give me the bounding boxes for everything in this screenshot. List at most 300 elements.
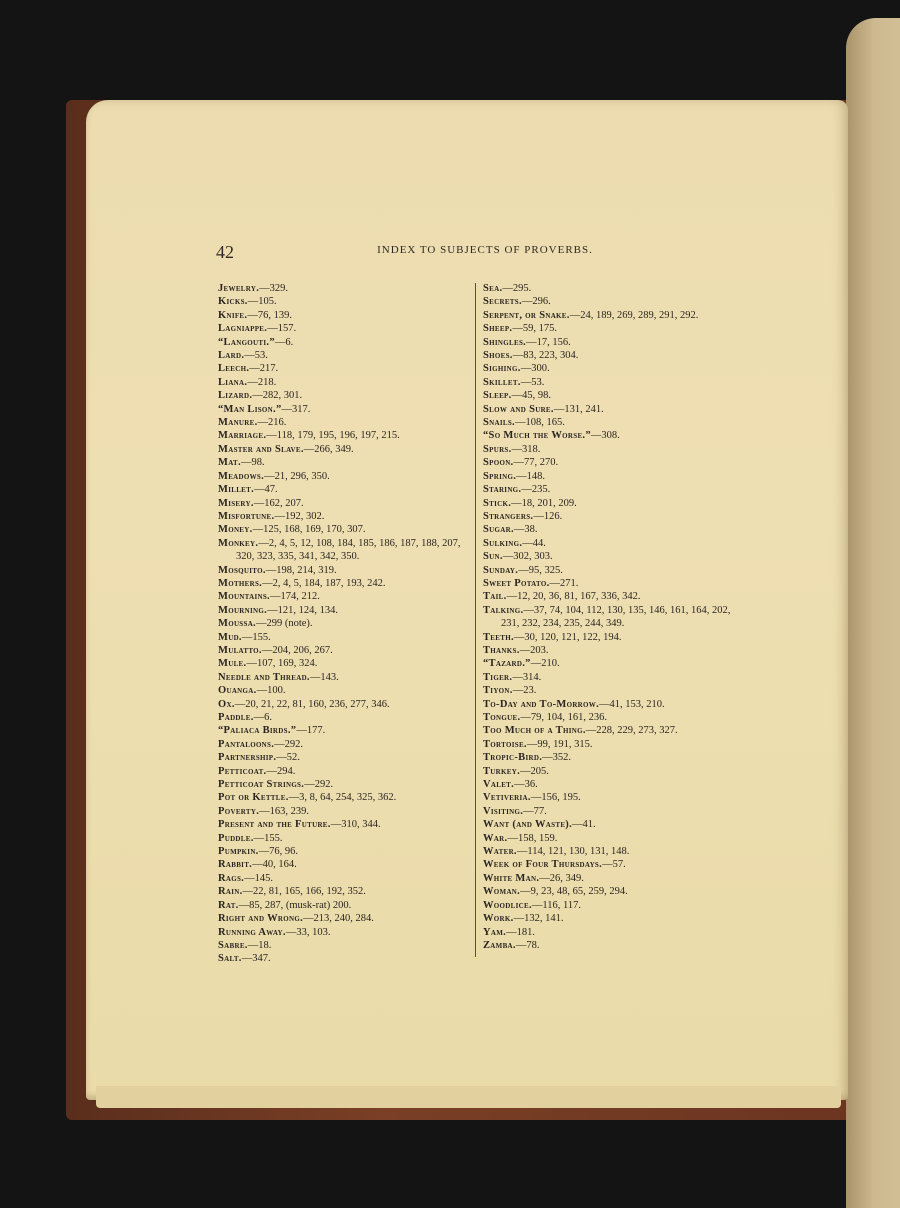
index-page-refs: —198, 214, 319. bbox=[265, 564, 337, 576]
index-entry bbox=[483, 483, 748, 496]
index-entry bbox=[218, 899, 468, 912]
index-page-refs: —294. bbox=[266, 765, 296, 777]
index-entry bbox=[483, 939, 748, 952]
index-entry bbox=[483, 698, 748, 711]
index-entry bbox=[218, 389, 468, 402]
index-entry bbox=[218, 885, 468, 898]
index-term: Water. bbox=[483, 846, 517, 858]
index-term: Sleep. bbox=[483, 390, 512, 402]
index-page-refs: —155. bbox=[253, 832, 283, 844]
index-entry bbox=[218, 349, 468, 362]
index-entry bbox=[483, 858, 748, 871]
index-page-refs: —108, 165. bbox=[514, 417, 565, 429]
index-entry bbox=[218, 510, 468, 523]
index-term: Shingles. bbox=[483, 336, 527, 348]
index-entry bbox=[218, 684, 468, 697]
index-entry bbox=[218, 858, 468, 871]
index-term: “So Much the Worse.” bbox=[483, 430, 591, 442]
index-page-refs: —9, 23, 48, 65, 259, 294. bbox=[520, 886, 628, 898]
index-entry bbox=[218, 604, 468, 617]
index-entry bbox=[218, 577, 468, 590]
index-page-refs: —2, 4, 5, 12, 108, 184, 185, 186, 187, 188, 207, 320, 323, 335, 341, 342, 350. bbox=[236, 537, 461, 563]
index-entry bbox=[218, 671, 468, 684]
index-term: Lizard. bbox=[218, 390, 253, 402]
index-entry bbox=[483, 912, 748, 925]
index-term: Running Away. bbox=[218, 926, 286, 938]
index-term: Poverty. bbox=[218, 805, 260, 817]
index-entry bbox=[483, 791, 748, 804]
index-entry bbox=[218, 631, 468, 644]
index-entry bbox=[218, 872, 468, 885]
index-entry bbox=[483, 416, 748, 429]
index-page-refs: —44. bbox=[522, 537, 546, 549]
index-page-refs: —41. bbox=[572, 819, 596, 831]
index-term: Misfortune. bbox=[218, 510, 275, 522]
index-term: Sabre. bbox=[218, 939, 248, 951]
index-page-refs: —114, 121, 130, 131, 148. bbox=[516, 846, 630, 858]
index-page-refs: —38. bbox=[513, 524, 538, 536]
index-page-refs: —155. bbox=[241, 631, 271, 643]
index-term: Marriage. bbox=[218, 430, 267, 442]
index-term: Sweet Potato. bbox=[483, 577, 550, 589]
index-term: Talking. bbox=[483, 604, 524, 616]
index-page-refs: —310, 344. bbox=[330, 819, 381, 831]
index-entry bbox=[218, 644, 468, 657]
index-page-refs: —77. bbox=[523, 805, 547, 817]
index-term: Want (and Waste). bbox=[483, 819, 573, 831]
index-term: Staring. bbox=[483, 484, 522, 496]
index-page-refs: —20, 21, 22, 81, 160, 236, 277, 346. bbox=[234, 698, 390, 710]
index-entry bbox=[483, 456, 748, 469]
index-term: Manure. bbox=[218, 417, 258, 429]
index-entry bbox=[483, 805, 748, 818]
index-page-refs: —121, 124, 134. bbox=[267, 604, 338, 616]
index-term: To-Day and To-Morrow. bbox=[483, 698, 600, 710]
index-term: Mourning. bbox=[218, 604, 268, 616]
index-entry bbox=[218, 818, 468, 831]
index-page-refs: —85, 287, (musk-rat) 200. bbox=[238, 899, 352, 911]
index-entry bbox=[483, 550, 748, 563]
index-term: Right and Wrong. bbox=[218, 913, 304, 925]
index-term: Tiger. bbox=[483, 671, 513, 683]
index-page-refs: —79, 104, 161, 236. bbox=[520, 712, 608, 723]
index-term: Mosquito. bbox=[218, 564, 266, 576]
index-term: Liana. bbox=[218, 376, 248, 388]
index-term: Lard. bbox=[218, 350, 245, 362]
index-term: Needle and Thread. bbox=[218, 671, 310, 683]
index-entry bbox=[483, 872, 748, 885]
index-page-refs: —17, 156. bbox=[526, 336, 571, 348]
index-entry bbox=[483, 564, 748, 577]
index-page-refs: —158, 159. bbox=[507, 832, 558, 844]
index-page-refs: —126. bbox=[533, 510, 563, 522]
index-page-refs: —57. bbox=[602, 859, 626, 871]
index-entry bbox=[218, 295, 468, 308]
index-entry bbox=[218, 564, 468, 577]
index-page-refs: —131, 241. bbox=[553, 403, 604, 415]
facing-page-edge bbox=[846, 18, 900, 1208]
index-term: Pot or Kettle. bbox=[218, 792, 289, 804]
index-page-refs: —347. bbox=[241, 953, 271, 965]
index-entry bbox=[483, 336, 748, 349]
index-term: Mule. bbox=[218, 658, 247, 670]
index-entry bbox=[218, 939, 468, 952]
index-page-refs: —192, 302. bbox=[274, 510, 325, 522]
index-entry bbox=[218, 617, 468, 630]
index-entry bbox=[483, 590, 748, 603]
index-entry bbox=[483, 362, 748, 375]
index-page-refs: —30, 120, 121, 122, 194. bbox=[513, 631, 622, 643]
index-term: Sun. bbox=[483, 551, 503, 563]
running-head: INDEX TO SUBJECTS OF PROVERBS. bbox=[377, 244, 593, 256]
index-page-refs: —78. bbox=[515, 939, 540, 951]
index-page-refs: —174, 212. bbox=[269, 591, 320, 603]
index-entry bbox=[483, 403, 748, 416]
index-page-refs: —292. bbox=[304, 779, 334, 791]
index-entry bbox=[218, 805, 468, 818]
index-entry bbox=[218, 523, 468, 536]
index-term: Pumpkin. bbox=[218, 846, 259, 858]
index-term: Sugar. bbox=[483, 524, 514, 536]
index-entry bbox=[218, 403, 468, 416]
index-page-refs: —132, 141. bbox=[513, 913, 564, 925]
index-page-refs: —36. bbox=[514, 779, 538, 791]
index-entry bbox=[218, 711, 468, 724]
index-term: Zamba. bbox=[483, 939, 516, 951]
index-term: Vetiveria. bbox=[483, 792, 531, 804]
index-entry bbox=[218, 416, 468, 429]
index-page-refs: —99, 191, 315. bbox=[526, 738, 593, 750]
index-entry bbox=[483, 671, 748, 684]
index-term: Yam. bbox=[483, 926, 507, 938]
index-term: Ouanga. bbox=[218, 685, 257, 697]
index-term: Monkey. bbox=[218, 537, 259, 549]
index-entry bbox=[218, 483, 468, 496]
index-entry bbox=[483, 429, 748, 442]
index-page-refs: —100. bbox=[256, 685, 286, 697]
index-term: Visiting. bbox=[483, 805, 524, 817]
index-entry bbox=[218, 429, 468, 442]
index-term: Valet. bbox=[483, 779, 515, 791]
index-entry bbox=[218, 845, 468, 858]
index-page-refs: —282, 301. bbox=[252, 390, 303, 402]
index-term: Money. bbox=[218, 524, 253, 536]
index-entry bbox=[218, 537, 468, 564]
index-page-refs: —26, 349. bbox=[539, 872, 584, 884]
index-entry bbox=[483, 926, 748, 939]
index-page-refs: —6. bbox=[253, 712, 273, 723]
index-entry bbox=[483, 470, 748, 483]
index-term: “Paliaca Birds.” bbox=[218, 725, 297, 737]
index-entry bbox=[218, 590, 468, 603]
index-page-refs: —271. bbox=[549, 577, 579, 589]
index-page-refs: —204, 206, 267. bbox=[261, 644, 333, 656]
index-page-refs: —148. bbox=[516, 470, 545, 482]
index-entry bbox=[483, 845, 748, 858]
index-term: Slow and Sure. bbox=[483, 403, 554, 415]
index-page-refs: —352. bbox=[542, 752, 571, 764]
index-term: Rabbit. bbox=[218, 859, 253, 871]
index-column-right bbox=[483, 282, 748, 952]
index-entry bbox=[483, 738, 748, 751]
index-term: Woodlice. bbox=[483, 899, 532, 911]
index-term: “Man Lison.” bbox=[218, 403, 282, 415]
index-page-refs: —205. bbox=[520, 765, 549, 777]
index-term: Tongue. bbox=[483, 712, 521, 723]
index-term: Ox. bbox=[218, 698, 235, 710]
index-entry bbox=[218, 952, 468, 965]
index-term: Petticoat Strings. bbox=[218, 779, 305, 791]
index-term: Present and the Future. bbox=[218, 819, 331, 831]
index-entry bbox=[483, 443, 748, 456]
index-page-refs: —292. bbox=[274, 738, 304, 750]
index-page-refs: —105. bbox=[247, 296, 277, 308]
index-term: Jewelry. bbox=[218, 283, 260, 294]
index-page-refs: —216. bbox=[257, 417, 287, 429]
index-page-refs: —76, 96. bbox=[258, 846, 298, 858]
index-column-left bbox=[218, 282, 468, 966]
index-term: Skillet. bbox=[483, 376, 521, 388]
index-entry bbox=[483, 765, 748, 778]
index-term: Tortoise. bbox=[483, 738, 527, 750]
index-entry bbox=[218, 791, 468, 804]
index-term: Mountains. bbox=[218, 591, 270, 603]
index-term: Spurs. bbox=[483, 443, 512, 455]
index-entry bbox=[483, 523, 748, 536]
index-entry bbox=[218, 443, 468, 456]
index-entry bbox=[483, 832, 748, 845]
index-page-refs: —118, 179, 195, 196, 197, 215. bbox=[266, 430, 400, 442]
index-page-refs: —314. bbox=[512, 671, 542, 683]
index-term: Sheep. bbox=[483, 323, 513, 335]
index-entry bbox=[218, 926, 468, 939]
index-entry bbox=[218, 497, 468, 510]
index-page-refs: —53. bbox=[244, 350, 268, 362]
index-page-refs: —318. bbox=[511, 443, 541, 455]
index-term: Shoes. bbox=[483, 350, 513, 362]
index-entry bbox=[218, 832, 468, 845]
index-term: Stick. bbox=[483, 497, 512, 509]
index-term: Meadows. bbox=[218, 470, 265, 482]
index-term: Week of Four Thursdays. bbox=[483, 859, 603, 871]
page-number: 42 bbox=[216, 242, 234, 262]
index-term: Rags. bbox=[218, 872, 245, 884]
index-term: Salt. bbox=[218, 953, 242, 965]
index-page-refs: —18. bbox=[247, 939, 272, 951]
index-page-refs: —53. bbox=[520, 376, 545, 388]
index-entry bbox=[483, 631, 748, 644]
index-term: Paddle. bbox=[218, 712, 254, 723]
index-page-refs: —143. bbox=[309, 671, 339, 683]
index-page-refs: —302, 303. bbox=[502, 551, 553, 563]
index-entry bbox=[483, 322, 748, 335]
index-term: Snails. bbox=[483, 417, 515, 429]
index-page-refs: —18, 201, 209. bbox=[511, 497, 577, 509]
index-page-refs: —76, 139. bbox=[247, 309, 292, 321]
index-page-refs: —22, 81, 165, 166, 192, 352. bbox=[242, 886, 366, 898]
index-page-refs: —299 (note). bbox=[255, 618, 313, 630]
index-page-refs: —107, 169, 324. bbox=[246, 658, 318, 670]
index-page-refs: —308. bbox=[590, 430, 620, 442]
index-page-refs: —235. bbox=[521, 484, 551, 496]
index-page-refs: —228, 229, 273, 327. bbox=[585, 725, 678, 737]
index-page-refs: —145. bbox=[244, 872, 273, 884]
index-entry bbox=[483, 510, 748, 523]
index-entry bbox=[218, 724, 468, 737]
index-entry bbox=[483, 349, 748, 362]
index-entry bbox=[483, 684, 748, 697]
index-entry bbox=[483, 537, 748, 550]
column-divider bbox=[475, 283, 476, 957]
index-term: Petticoat. bbox=[218, 765, 267, 777]
index-page-refs: —181. bbox=[506, 926, 535, 938]
index-entry bbox=[218, 751, 468, 764]
index-term: Woman. bbox=[483, 886, 521, 898]
index-entry bbox=[218, 456, 468, 469]
index-page-refs: —52. bbox=[276, 752, 300, 764]
index-page-refs: —3, 8, 64, 254, 325, 362. bbox=[288, 792, 397, 804]
index-entry bbox=[218, 657, 468, 670]
index-page-refs: —23. bbox=[512, 685, 537, 697]
index-term: Sunday. bbox=[483, 564, 519, 576]
index-page-refs: —41, 153, 210. bbox=[599, 698, 665, 710]
index-entry bbox=[483, 724, 748, 737]
index-page-refs: —47. bbox=[254, 484, 278, 496]
index-entry bbox=[483, 711, 748, 724]
index-entry bbox=[218, 362, 468, 375]
index-page-refs: —317. bbox=[281, 403, 311, 415]
page-bottom-edge bbox=[96, 1086, 841, 1108]
index-page-refs: —157. bbox=[267, 323, 297, 335]
index-page-refs: —295. bbox=[502, 283, 532, 294]
index-page-refs: —116, 117. bbox=[531, 899, 581, 911]
index-term: Spring. bbox=[483, 470, 517, 482]
index-page-refs: —125, 168, 169, 170, 307. bbox=[252, 524, 366, 536]
index-term: Lagniappe. bbox=[218, 323, 268, 335]
index-term: Kicks. bbox=[218, 296, 248, 308]
index-entry bbox=[483, 899, 748, 912]
index-page-refs: —77, 270. bbox=[513, 457, 559, 469]
index-page-refs: —37, 74, 104, 112, 130, 135, 146, 161, 164, 202, 231, 232, 234, 235, 244, 349. bbox=[501, 604, 731, 630]
index-term: Rain. bbox=[218, 886, 243, 898]
index-entry bbox=[218, 778, 468, 791]
index-term: Tiyon. bbox=[483, 685, 513, 697]
index-page-refs: —203. bbox=[519, 644, 549, 656]
index-entry bbox=[218, 376, 468, 389]
index-term: Tropic-Bird. bbox=[483, 752, 543, 764]
index-entry bbox=[483, 778, 748, 791]
index-page-refs: —40, 164. bbox=[252, 859, 297, 871]
index-term: War. bbox=[483, 832, 508, 844]
index-term: Work. bbox=[483, 913, 514, 925]
index-page-refs: —83, 223, 304. bbox=[512, 350, 579, 362]
index-page-refs: —59, 175. bbox=[512, 323, 557, 335]
index-term: Partnership. bbox=[218, 752, 277, 764]
index-term: White Man. bbox=[483, 872, 540, 884]
index-term: Puddle. bbox=[218, 832, 254, 844]
index-page-refs: —21, 296, 350. bbox=[264, 470, 330, 482]
index-entry bbox=[218, 698, 468, 711]
index-term: Mothers. bbox=[218, 577, 263, 589]
index-term: Spoon. bbox=[483, 457, 514, 469]
index-term: “Langouti.” bbox=[218, 336, 275, 348]
index-entry bbox=[483, 604, 748, 631]
index-term: Master and Slave. bbox=[218, 443, 304, 455]
index-page-refs: —266, 349. bbox=[303, 443, 354, 455]
index-term: Pantaloons. bbox=[218, 738, 275, 750]
index-entry bbox=[483, 389, 748, 402]
index-term: Strangers. bbox=[483, 510, 534, 522]
index-term: Mat. bbox=[218, 457, 241, 469]
index-term: Sulking. bbox=[483, 537, 523, 549]
index-page-refs: —329. bbox=[259, 283, 289, 294]
index-entry bbox=[218, 336, 468, 349]
index-entry bbox=[218, 322, 468, 335]
index-page-refs: —98. bbox=[240, 457, 265, 469]
index-entry bbox=[483, 376, 748, 389]
index-page-refs: —177. bbox=[296, 725, 326, 737]
index-page-refs: —45, 98. bbox=[511, 390, 551, 402]
index-term: Thanks. bbox=[483, 644, 520, 656]
index-entry bbox=[483, 644, 748, 657]
index-page-refs: —12, 20, 36, 81, 167, 336, 342. bbox=[506, 591, 641, 603]
index-page-refs: —24, 189, 269, 289, 291, 292. bbox=[569, 309, 699, 321]
index-entry bbox=[483, 309, 748, 322]
index-entry bbox=[218, 765, 468, 778]
index-entry bbox=[218, 470, 468, 483]
index-term: Mud. bbox=[218, 631, 242, 643]
index-entry bbox=[483, 577, 748, 590]
index-entry bbox=[218, 282, 468, 295]
index-entry bbox=[483, 885, 748, 898]
index-term: Knife. bbox=[218, 309, 248, 321]
index-page-refs: —156, 195. bbox=[530, 792, 581, 804]
index-term: Tail. bbox=[483, 591, 507, 603]
index-entry bbox=[218, 309, 468, 322]
index-term: Turkey. bbox=[483, 765, 521, 777]
index-term: Too Much of a Thing. bbox=[483, 725, 586, 737]
index-page-refs: —300. bbox=[520, 363, 550, 375]
index-term: Serpent, or Snake. bbox=[483, 309, 570, 321]
index-term: Sighing. bbox=[483, 363, 521, 375]
index-term: Mulatto. bbox=[218, 644, 262, 656]
index-term: Leech. bbox=[218, 363, 250, 375]
index-page-refs: —296. bbox=[521, 296, 551, 308]
index-entry bbox=[483, 818, 748, 831]
index-page-refs: —218. bbox=[247, 376, 277, 388]
index-page-refs: —163, 239. bbox=[259, 805, 310, 817]
index-page-refs: —2, 4, 5, 184, 187, 193, 242. bbox=[262, 577, 386, 589]
index-entry bbox=[483, 497, 748, 510]
index-page-refs: —162, 207. bbox=[253, 497, 304, 509]
index-page-refs: —33, 103. bbox=[285, 926, 331, 938]
index-term: Millet. bbox=[218, 484, 255, 496]
index-term: Secrets. bbox=[483, 296, 522, 308]
index-term: Sea. bbox=[483, 283, 503, 294]
index-entry bbox=[483, 295, 748, 308]
index-entry bbox=[218, 738, 468, 751]
index-term: Moussa. bbox=[218, 618, 256, 630]
index-page-refs: —95, 325. bbox=[518, 564, 563, 576]
index-entry bbox=[483, 751, 748, 764]
index-page-refs: —217. bbox=[249, 363, 279, 375]
index-entry bbox=[483, 657, 748, 670]
index-entry bbox=[483, 282, 748, 295]
index-page-refs: —213, 240, 284. bbox=[303, 913, 374, 925]
index-term: Teeth. bbox=[483, 631, 514, 643]
index-term: Misery. bbox=[218, 497, 254, 509]
index-page-refs: —6. bbox=[274, 336, 294, 348]
